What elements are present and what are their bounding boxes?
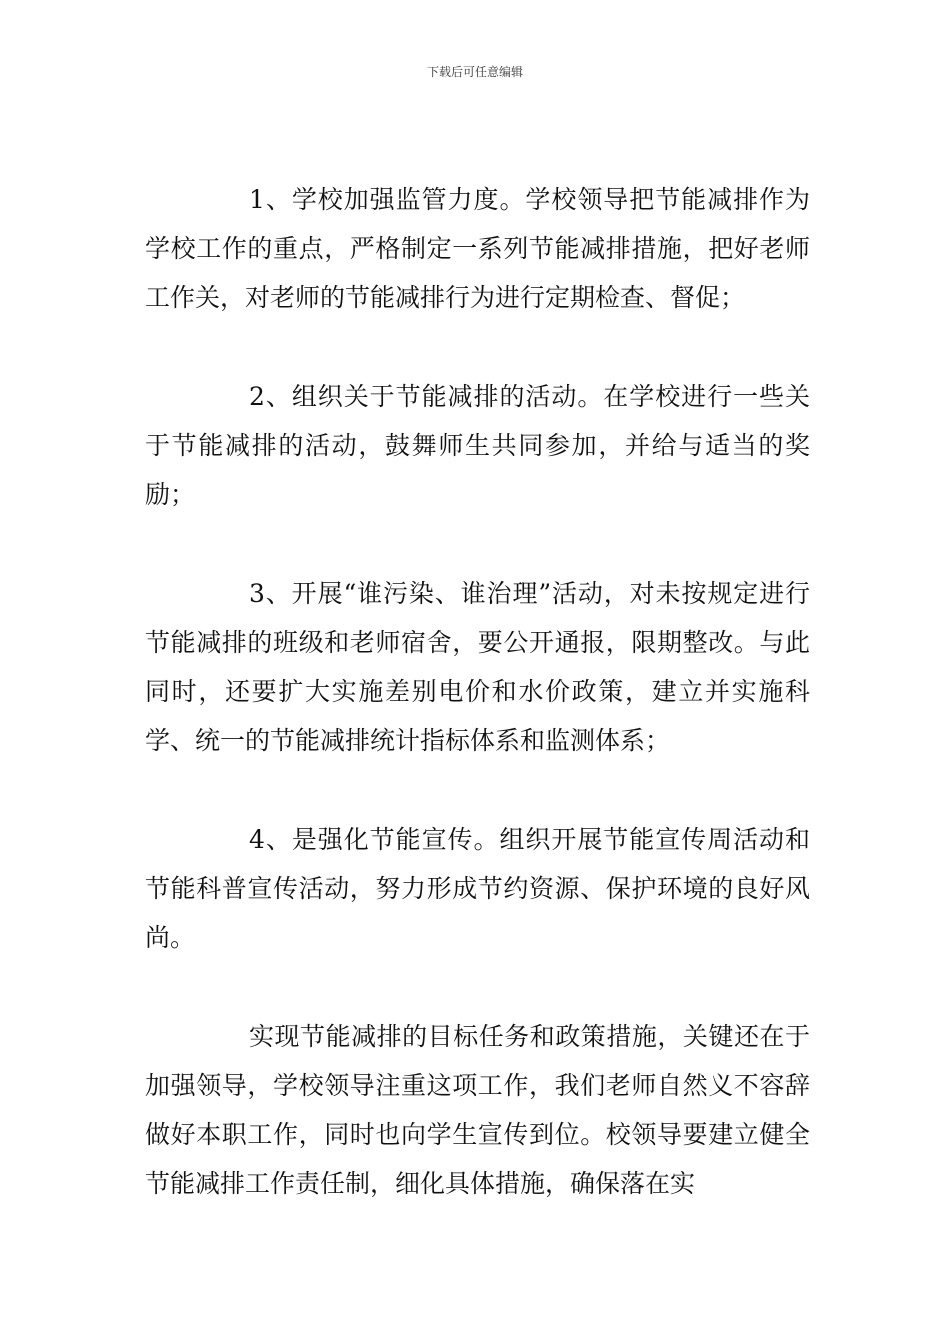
document-body bbox=[145, 175, 810, 1208]
paragraph-4: 4、是强化节能宣传。组织开展节能宣传周活动和节能科普宣传活动，努力形成节约资源、保护环境的良好风尚。 bbox=[145, 825, 810, 952]
paragraph-3: 3、开展“谁污染、谁治理”活动，对未按规定进行节能减排的班级和老师宿舍，要公开通报，限期整改。与此同时，还要扩大实施差别电价和水价政策，建立并实施科学、统一的节能减排统计指标体系和监测体系； bbox=[145, 579, 810, 755]
page-header: 下载后可任意编辑 bbox=[426, 65, 523, 79]
paragraph-5: 实现节能减排的目标任务和政策措施，关键还在于加强领导，学校领导注重这项工作，我们老师自然义不容辞做好本职工作，同时也向学生宣传到位。校领导要建立健全节能减排工作责任制，细化具体措施，确保落在实 bbox=[145, 1022, 810, 1198]
paragraph-2: 2、组织关于节能减排的活动。在学校进行一些关于节能减排的活动，鼓舞师生共同参加，并给与适当的奖励； bbox=[145, 382, 810, 509]
paragraph-1: 1、学校加强监管力度。学校领导把节能减排作为学校工作的重点，严格制定一系列节能减排措施，把好老师工作关，对老师的节能减排行为进行定期检查、督促； bbox=[145, 185, 810, 312]
